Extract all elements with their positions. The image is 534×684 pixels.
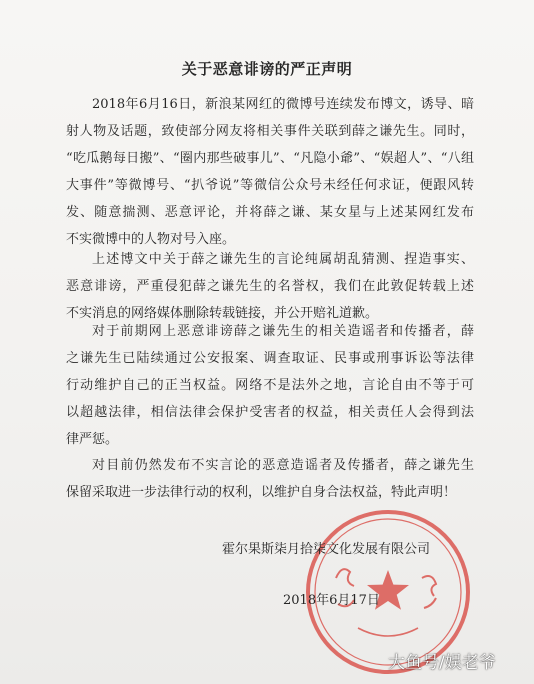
paragraph-4 [66, 452, 474, 506]
paragraph-3 [66, 318, 474, 453]
paragraph-line: 发、随意揣测、恶意评论，并将薛之谦、某女星与上述某网红发布 [66, 205, 474, 220]
watermark: 大鱼号/娱老爷 [388, 653, 496, 673]
document-date: 2018年6月17日 [283, 593, 380, 608]
paragraph-line: 对于前期网上恶意诽谤薛之谦先生的相关造谣者和传播者，薛 [92, 324, 474, 339]
paragraph-line: 不实微博中的人物对号入座。 [66, 232, 236, 247]
paragraph-line: 之谦先生已陆续通过公安报案、调查取证、民事或刑事诉讼等法律 [66, 351, 474, 366]
paragraph-line: 律严惩。 [66, 432, 119, 447]
paragraph-line: 2018年6月16日，新浪某网红的微博号连续发布博文，诱导、暗 [92, 97, 474, 112]
paragraph-line: 以超越法律，相信法律会保护受害者的权益，相关责任人会得到法 [66, 405, 474, 420]
paragraph-line: 对目前仍然发布不实言论的恶意造谣者及传播者，薛之谦先生 [92, 458, 474, 473]
document-title: 关于恶意诽谤的严正声明 [181, 60, 353, 78]
paragraph-line: 行动维护自己的正当权益。网络不是法外之地，言论自由不等于可 [66, 378, 474, 393]
paragraph-line: “吃瓜鹅每日搬”、“圈内那些破事儿”、“凡隐小爺”、“娱超人”、“八组 [66, 151, 474, 166]
paragraph-1 [66, 91, 474, 253]
paragraph-line: 射人物及话题，致使部分网友将相关事件关联到薛之谦先生。同时， [66, 124, 474, 139]
paragraph-line: 不实消息的网络媒体删除转载链接，并公开赔礼道歉。 [66, 306, 379, 321]
paragraph-line: 上述博文中关于薛之谦先生的言论纯属胡乱猜测、捏造事实、 [92, 252, 474, 267]
paragraph-line: 恶意诽谤，严重侵犯薛之谦先生的名誉权，我们在此敦促转载上述 [66, 279, 474, 294]
paragraph-2 [66, 246, 474, 327]
paragraph-line: 大事件”等微博号、“扒爷说”等微信公众号未经任何求证，便跟风转 [66, 178, 474, 193]
paragraph-line: 保留采取进一步法律行动的权利，以维护自身合法权益，特此声明！ [66, 485, 457, 500]
company-name: 霍尔果斯柒月拾柒文化发展有限公司 [222, 542, 431, 557]
